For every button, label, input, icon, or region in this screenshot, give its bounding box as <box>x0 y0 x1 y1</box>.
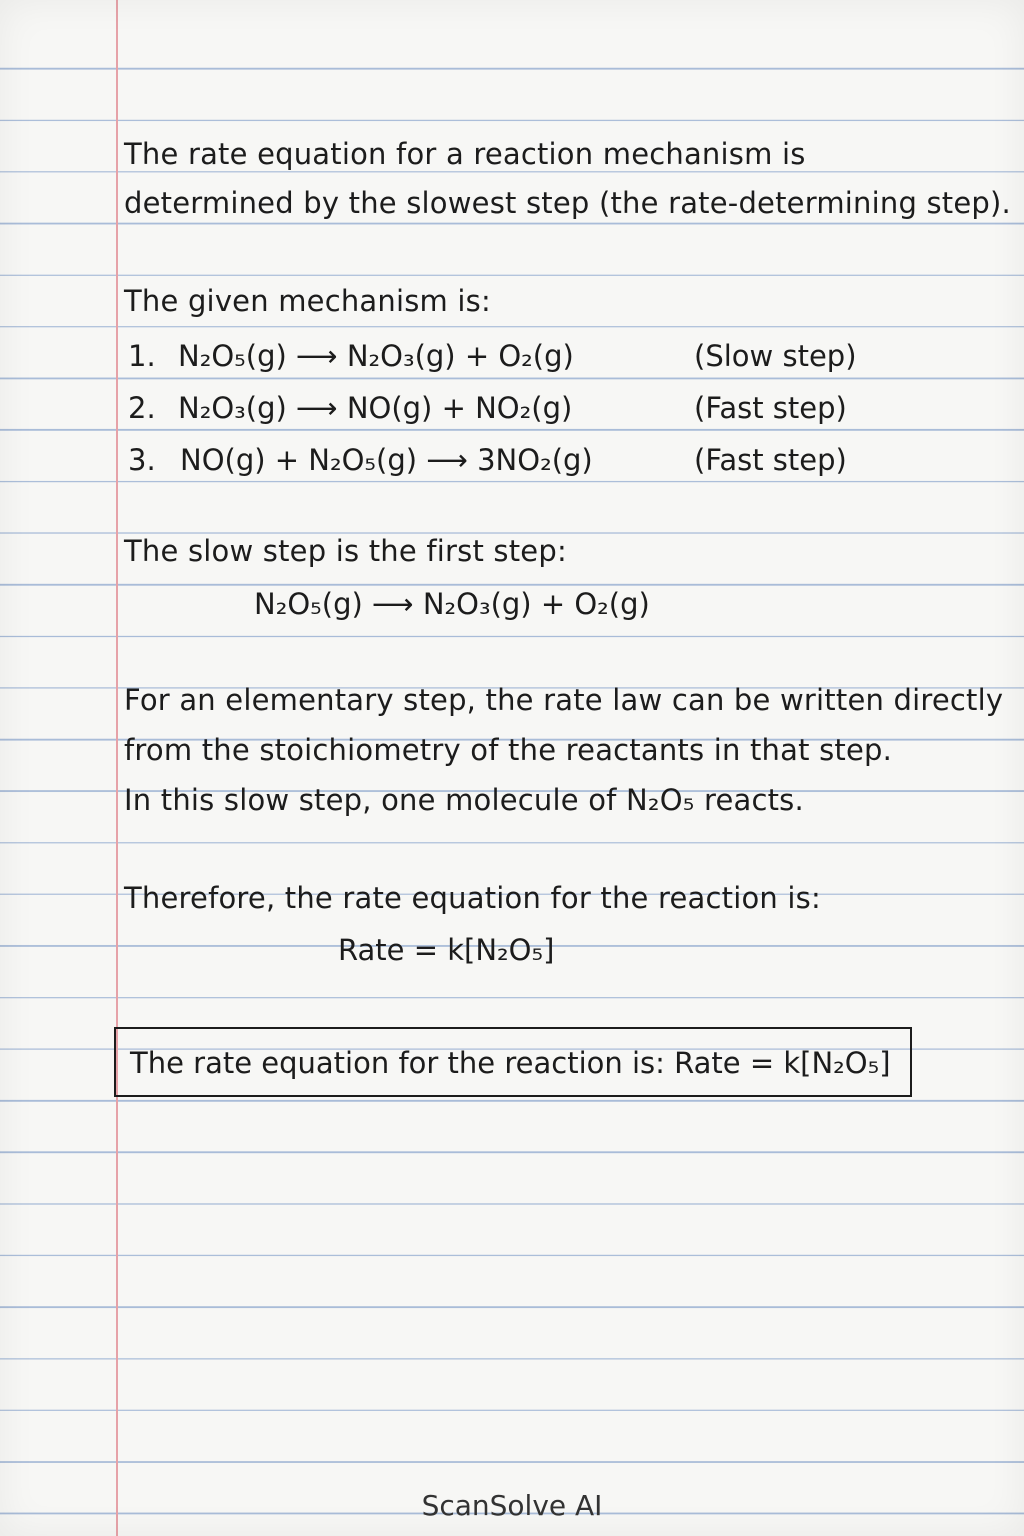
explanation-line-1: For an elementary step, the rate law can be written directly <box>124 683 1004 717</box>
answer-box <box>114 1027 912 1097</box>
step-2-note: (Fast step) <box>694 391 847 425</box>
slow-step-equation: N₂O₅(g) ⟶ N₂O₃(g) + O₂(g) <box>254 587 650 621</box>
conclusion-line-1: Therefore, the rate equation for the reaction is: <box>124 881 821 915</box>
conclusion-equation: Rate = k[N₂O₅] <box>338 933 555 967</box>
step-3-equation: NO(g) + N₂O₅(g) ⟶ 3NO₂(g) <box>180 443 593 477</box>
explanation-line-2: from the stoichiometry of the reactants in that step. <box>124 733 893 767</box>
margin-line <box>116 0 118 1536</box>
step-3-number: 3. <box>128 443 156 477</box>
intro-line-1: The rate equation for a reaction mechanism is <box>124 137 806 171</box>
footer-watermark: ScanSolve AI <box>421 1489 603 1522</box>
explanation-line-3: In this slow step, one molecule of N₂O₅ reacts. <box>124 783 804 817</box>
step-3-note: (Fast step) <box>694 443 847 477</box>
step-2-equation: N₂O₃(g) ⟶ NO(g) + NO₂(g) <box>178 391 573 425</box>
answer-text: The rate equation for the reaction is: Rate = k[N₂O₅] <box>130 1046 891 1080</box>
step-2-number: 2. <box>128 391 156 425</box>
step-1-equation: N₂O₅(g) ⟶ N₂O₃(g) + O₂(g) <box>178 339 574 373</box>
step-1-number: 1. <box>128 339 156 373</box>
mechanism-heading: The given mechanism is: <box>124 284 491 318</box>
intro-line-2: determined by the slowest step (the rate-determining step). <box>124 186 1011 220</box>
slow-step-heading: The slow step is the first step: <box>124 534 567 568</box>
step-1-note: (Slow step) <box>694 339 857 373</box>
